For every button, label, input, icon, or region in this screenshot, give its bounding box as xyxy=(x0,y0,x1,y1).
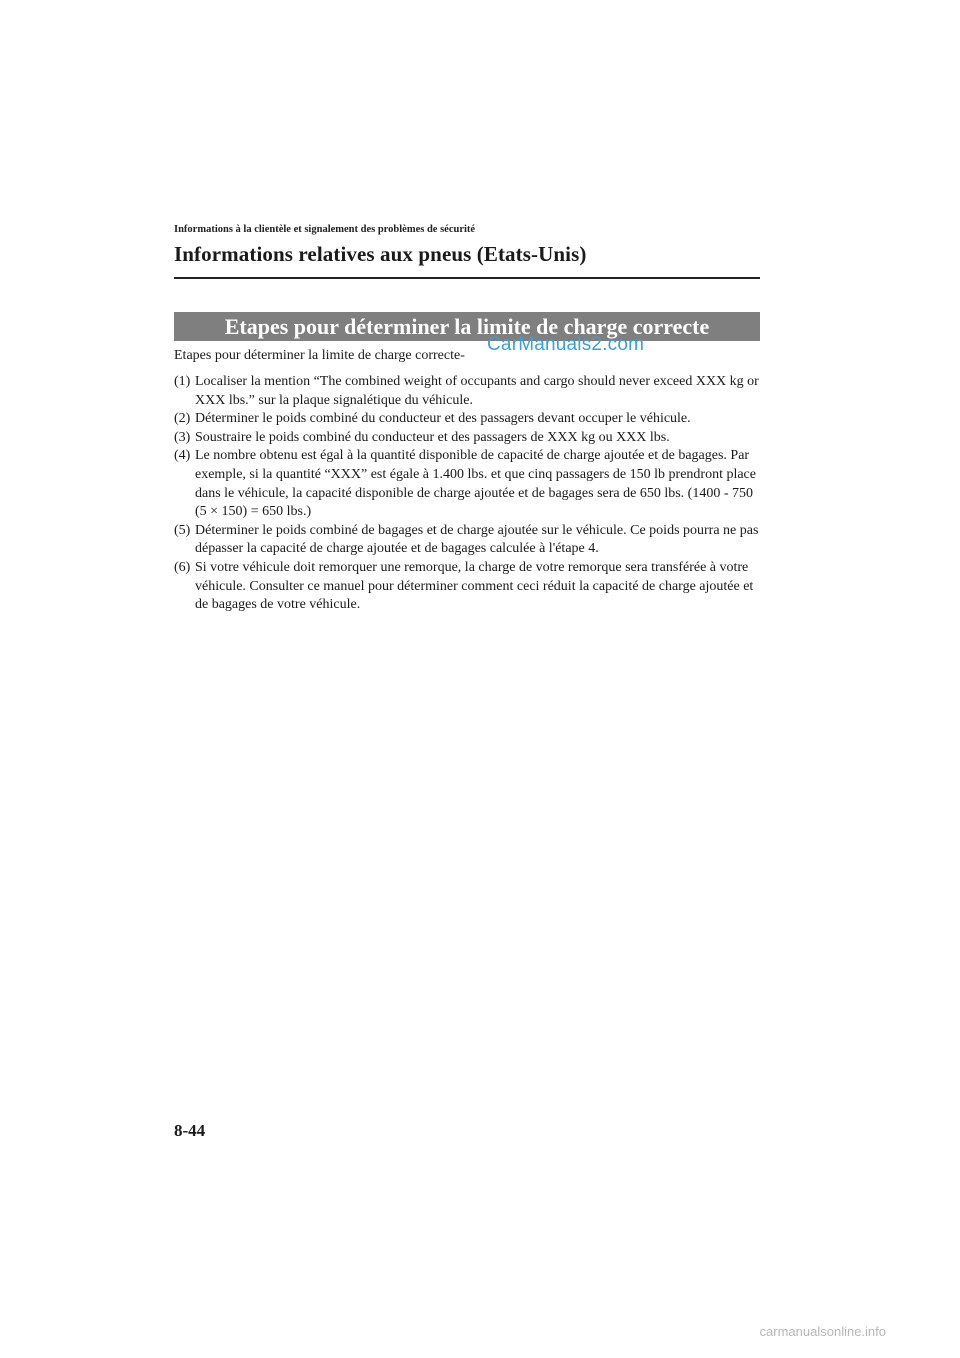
header-divider xyxy=(174,277,760,279)
intro-text: Etapes pour déterminer la limite de charge correcte- xyxy=(174,348,465,363)
step-number: (4) xyxy=(174,448,191,464)
list-item xyxy=(174,447,764,521)
list-item xyxy=(174,410,764,429)
breadcrumb: Informations à la clientèle et signalement des problèmes de sécurité xyxy=(174,224,476,235)
footer-site-link[interactable]: carmanualsonline.info xyxy=(759,1324,886,1339)
step-number: (5) xyxy=(174,522,191,538)
list-item xyxy=(174,373,764,410)
page-number: 8-44 xyxy=(174,1121,206,1140)
list-item xyxy=(174,559,764,615)
step-text: Localiser la mention “The combined weight of occupants and cargo should never exceed XXX kg or XXX lbs.” sur la plaque signalétique du véhicule. xyxy=(195,374,759,408)
step-text: Déterminer le poids combiné de bagages et de charge ajoutée sur le véhicule. Ce poids pourra ne pas dépasser la capacité de charge ajoutée et de bagages calculée à l'étape 4. xyxy=(195,522,759,557)
section-title: Informations relatives aux pneus (Etats-Unis) xyxy=(174,242,587,266)
list-item xyxy=(174,522,764,559)
step-number: (2) xyxy=(174,411,191,427)
steps-list xyxy=(174,373,764,615)
step-text: Soustraire le poids combiné du conducteur et des passagers de XXX kg ou XXX lbs. xyxy=(195,429,670,445)
step-number: (3) xyxy=(174,429,191,445)
step-number: (1) xyxy=(174,374,191,389)
watermark-logo[interactable]: CarManuals2.com xyxy=(487,334,645,355)
topic-banner: Etapes pour déterminer la limite de charge correcte xyxy=(174,312,760,341)
list-item xyxy=(174,429,764,448)
step-text: Déterminer le poids combiné du conducteur et des passagers devant occuper le véhicule. xyxy=(195,411,691,427)
step-text: Le nombre obtenu est égal à la quantité disponible de capacité de charge ajoutée et de bagages. Par exemple, si la quantité “XXX” est égale à 1.400 lbs. et que cinq passagers de 150 lb prendront place dans le véhicule, la capacité disponible de charge ajoutée et de bagages sera de 650 lbs. (1400 - 750 (5 × 150) = 650 lbs.) xyxy=(195,448,756,520)
step-number: (6) xyxy=(174,559,191,575)
step-text: Si votre véhicule doit remorquer une remorque, la charge de votre remorque sera transférée à votre véhicule. Consulter ce manuel pour déterminer comment ceci réduit la capacité de charge ajoutée et de bagages de votre véhicule. xyxy=(195,559,754,613)
